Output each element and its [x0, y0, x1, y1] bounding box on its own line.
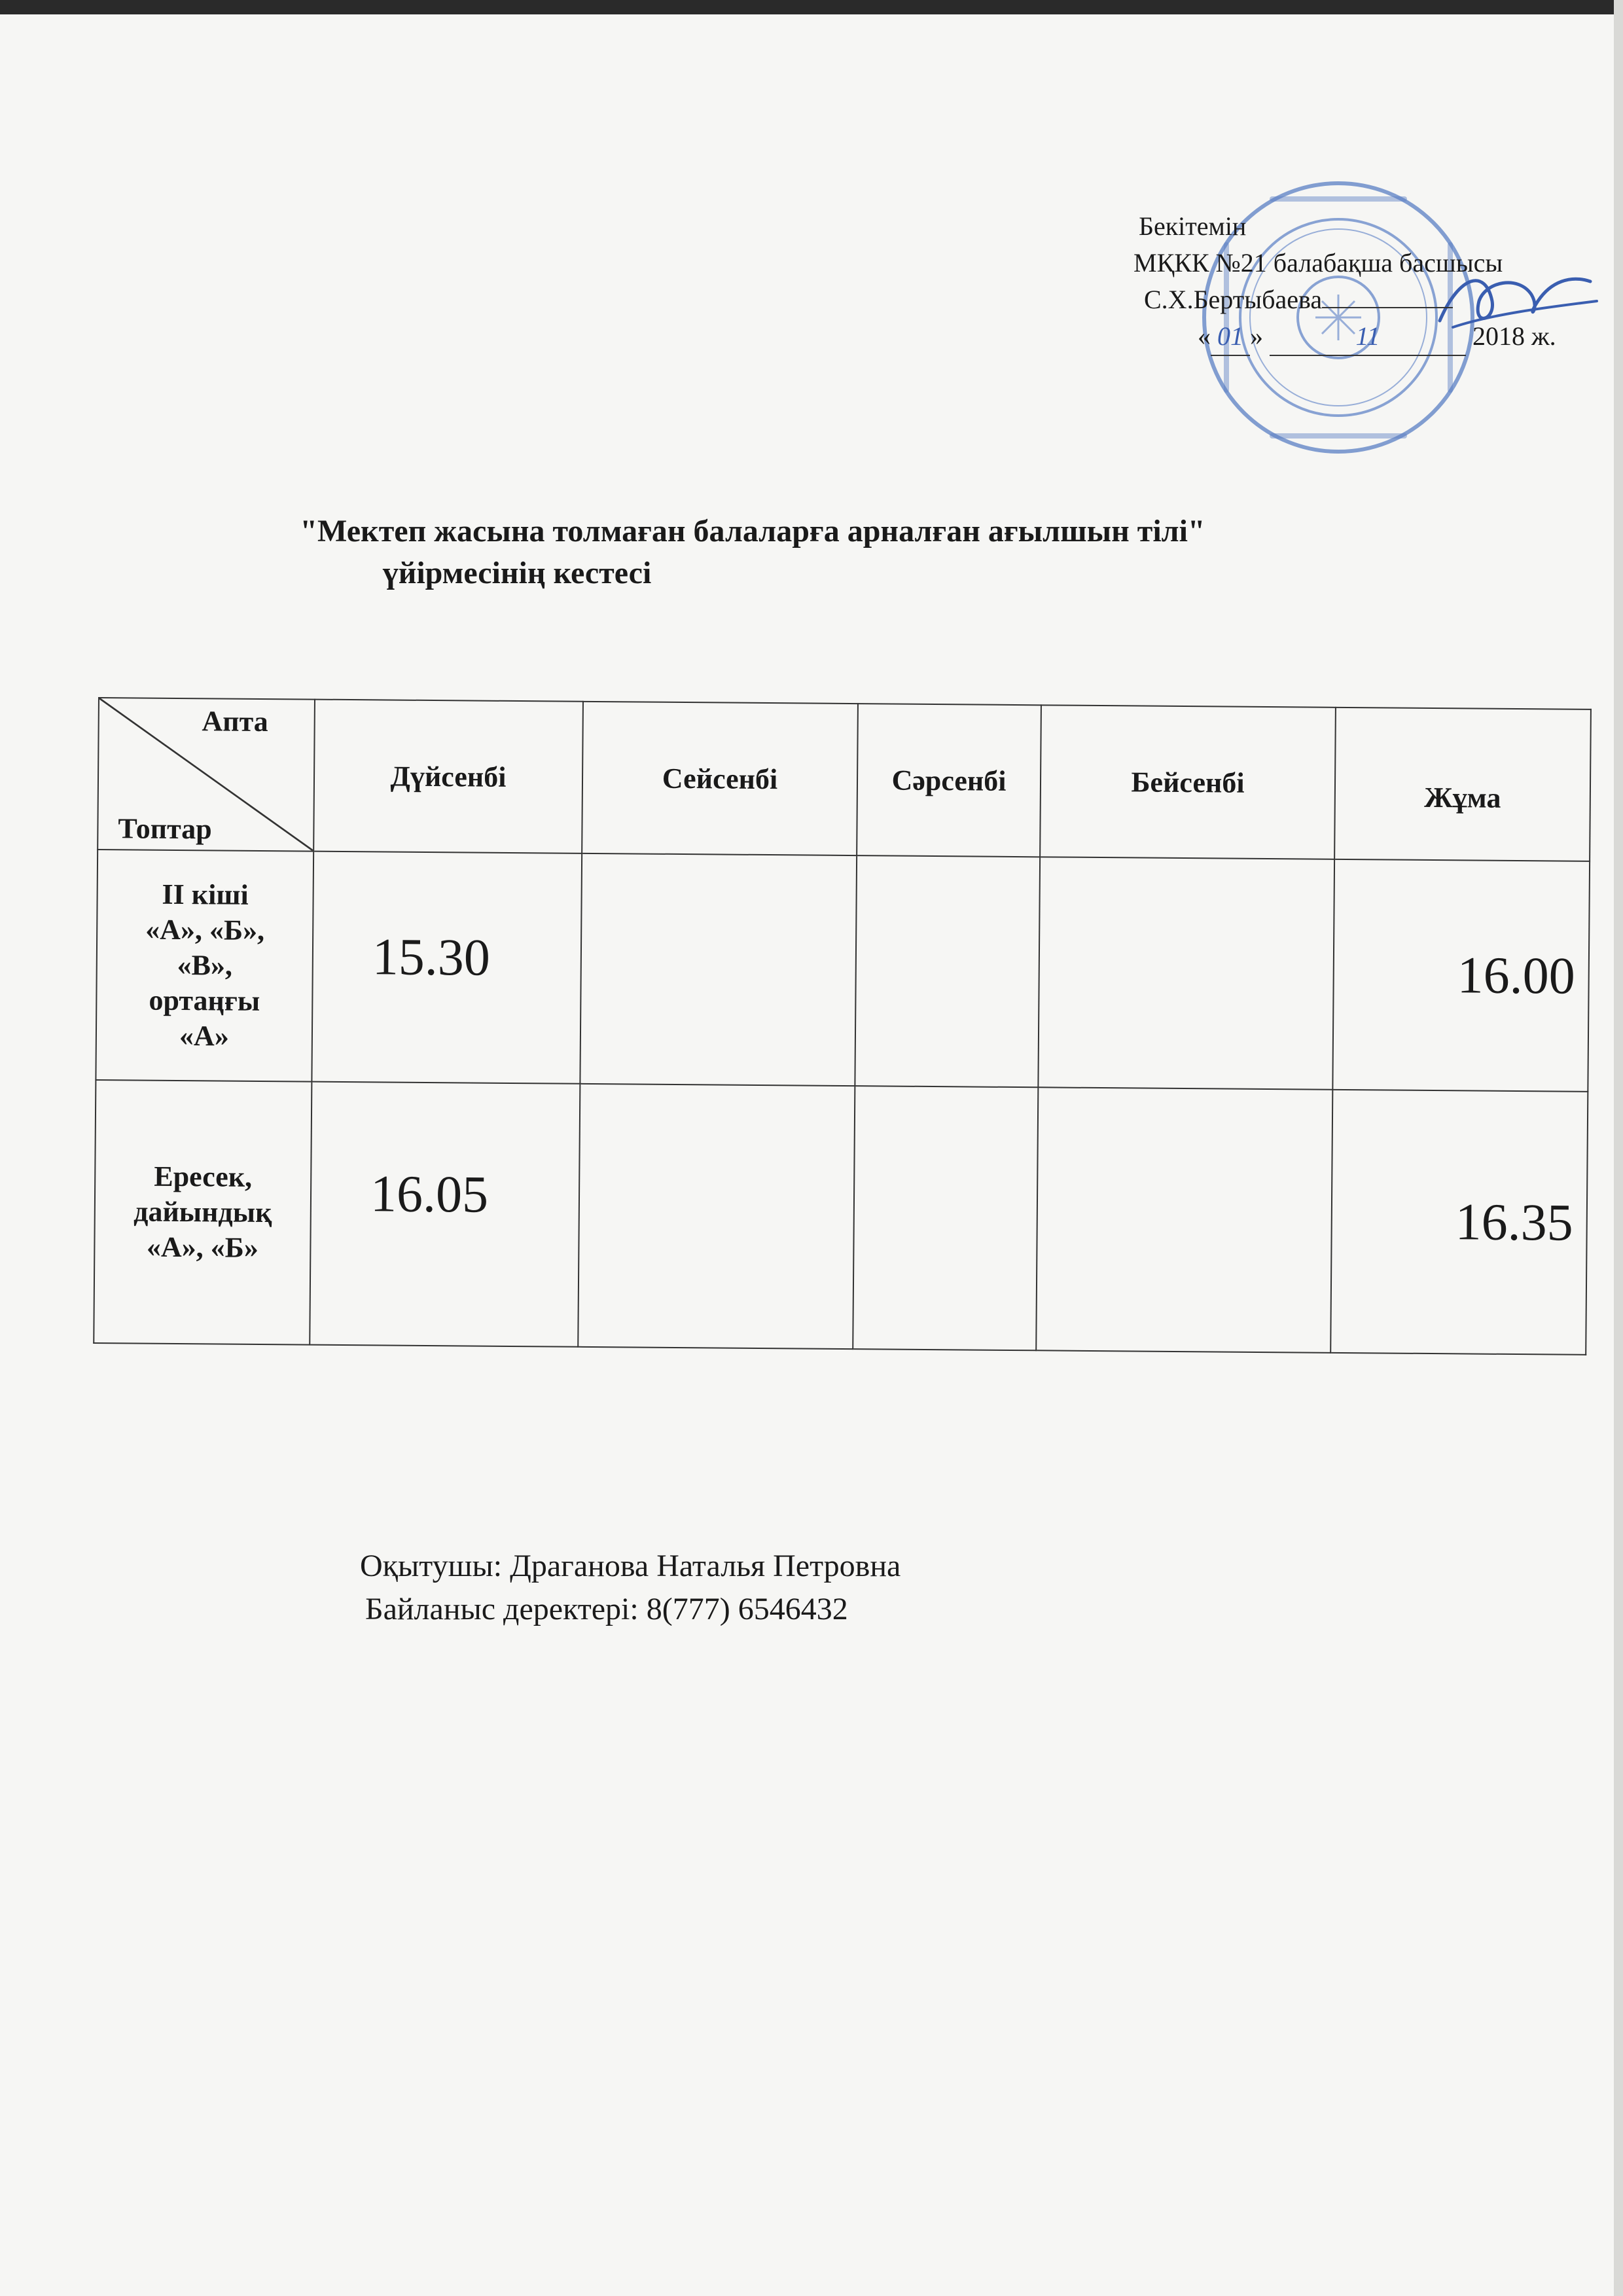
time-cell-thursday — [1036, 1087, 1332, 1353]
time-cell-monday: 16.05 — [310, 1082, 580, 1347]
day-header-monday: Дүйсенбі — [313, 700, 583, 853]
contact-info: Байланыс деректері: 8(777) 6546432 — [365, 1592, 848, 1626]
approval-date: « 01 » 11 2018 ж. — [1198, 318, 1556, 356]
group-cell: ІІ кіші «А», «Б», «В», ортаңғы «А» — [96, 850, 313, 1082]
table-header-row — [98, 698, 1591, 861]
approval-position: МҚКК №21 балабақша басшысы — [1133, 248, 1503, 278]
time-cell-friday: 16.35 — [1330, 1090, 1588, 1355]
title-line-2: үйірмесінің кестесі — [382, 556, 652, 590]
teacher-info — [360, 1545, 901, 1631]
corner-label-week: Апта — [202, 705, 268, 738]
approval-heading: Бекітемін — [1139, 211, 1247, 241]
table-row — [96, 850, 1590, 1092]
scan-edge-top — [0, 0, 1623, 14]
time-cell-monday: 15.30 — [312, 852, 582, 1084]
document-title — [0, 511, 1623, 594]
time-cell-tuesday — [580, 853, 857, 1086]
time-cell-thursday — [1038, 857, 1334, 1090]
table-row — [94, 1080, 1588, 1355]
group-cell: Ересек, дайындық «А», «Б» — [94, 1080, 312, 1345]
approval-block — [1133, 208, 1556, 356]
schedule-table — [93, 697, 1592, 1355]
time-cell-wednesday — [853, 1086, 1038, 1350]
signature-line — [1322, 307, 1453, 308]
time-cell-wednesday — [855, 855, 1040, 1087]
date-year: 2018 ж. — [1472, 321, 1556, 351]
title-line-1: "Мектеп жасына толмаған балаларға арналған ағылшын тілі" — [300, 514, 1205, 548]
corner-label-groups: Топтар — [118, 812, 212, 846]
time-cell-friday: 16.00 — [1332, 859, 1590, 1092]
date-month: 11 — [1270, 318, 1466, 356]
day-header-thursday: Бейсенбі — [1040, 705, 1336, 859]
corner-header-cell — [98, 698, 315, 852]
date-day: 01 — [1211, 318, 1250, 356]
time-cell-tuesday — [578, 1084, 855, 1349]
approval-name: С.Х.Бертыбаева — [1144, 281, 1556, 318]
day-header-tuesday: Сейсенбі — [582, 702, 858, 855]
scan-edge-right — [1614, 0, 1623, 2296]
teacher-name: Оқытушы: Драганова Наталья Петровна — [360, 1549, 901, 1583]
day-header-friday: Жұма — [1334, 708, 1591, 861]
day-header-wednesday: Сәрсенбі — [857, 704, 1041, 857]
